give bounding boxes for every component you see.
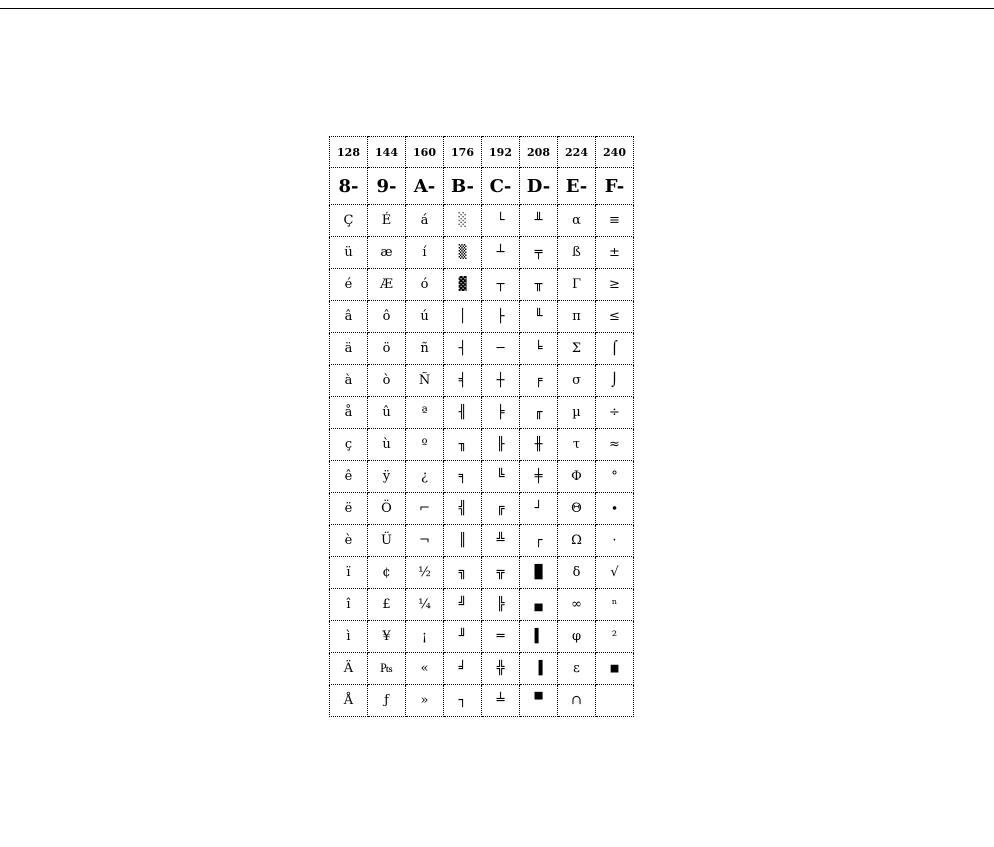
glyph-row	[330, 205, 634, 237]
glyph-cell: ½	[406, 557, 444, 589]
glyph-cell: ≤	[596, 301, 634, 333]
glyph-cell: ª	[406, 397, 444, 429]
glyph-cell: ì	[330, 621, 368, 653]
decimal-header-row	[330, 137, 634, 168]
glyph-row	[330, 237, 634, 269]
glyph-cell: δ	[558, 557, 596, 589]
glyph-cell: ╠	[482, 589, 520, 621]
glyph-row	[330, 429, 634, 461]
glyph-cell: ┼	[482, 365, 520, 397]
glyph-cell: ▓	[444, 269, 482, 301]
glyph-cell: ╧	[482, 685, 520, 717]
glyph-cell: ├	[482, 301, 520, 333]
glyph-cell: ê	[330, 461, 368, 493]
hex-header: 8-	[330, 168, 368, 205]
glyph-cell: ▌	[520, 621, 558, 653]
glyph-cell: ╚	[482, 461, 520, 493]
glyph-cell: ╓	[520, 397, 558, 429]
glyph-cell: ∙	[596, 493, 634, 525]
glyph-cell: Ω	[558, 525, 596, 557]
glyph-cell: ╢	[444, 397, 482, 429]
glyph-cell: É	[368, 205, 406, 237]
glyph-cell: ╦	[482, 557, 520, 589]
glyph-row	[330, 301, 634, 333]
glyph-cell: ⁿ	[596, 589, 634, 621]
glyph-cell: τ	[558, 429, 596, 461]
glyph-cell: µ	[558, 397, 596, 429]
glyph-cell: Σ	[558, 333, 596, 365]
glyph-cell: ▄	[520, 589, 558, 621]
glyph-cell: Γ	[558, 269, 596, 301]
glyph-cell: ║	[444, 525, 482, 557]
glyph-cell: ²	[596, 621, 634, 653]
glyph-cell: ₧	[368, 653, 406, 685]
glyph-cell: ─	[482, 333, 520, 365]
glyph-row	[330, 589, 634, 621]
glyph-cell: ╒	[520, 365, 558, 397]
glyph-cell: ∩	[558, 685, 596, 717]
glyph-cell: û	[368, 397, 406, 429]
glyph-cell: ≥	[596, 269, 634, 301]
glyph-cell: Å	[330, 685, 368, 717]
top-horizontal-rule	[0, 8, 994, 9]
character-code-table	[329, 136, 634, 717]
glyph-cell: ░	[444, 205, 482, 237]
glyph-cell: ┘	[520, 493, 558, 525]
decimal-header: 208	[520, 137, 558, 168]
decimal-header: 240	[596, 137, 634, 168]
glyph-cell: ▀	[520, 685, 558, 717]
hex-header: 9-	[368, 168, 406, 205]
glyph-cell: è	[330, 525, 368, 557]
glyph-cell: ╞	[482, 397, 520, 429]
glyph-cell: ╡	[444, 365, 482, 397]
glyph-cell: Ü	[368, 525, 406, 557]
glyph-cell: ö	[368, 333, 406, 365]
glyph-cell: ù	[368, 429, 406, 461]
glyph-cell: ƒ	[368, 685, 406, 717]
glyph-cell: ╫	[520, 429, 558, 461]
glyph-cell: ┬	[482, 269, 520, 301]
decimal-header: 128	[330, 137, 368, 168]
glyph-cell: ÿ	[368, 461, 406, 493]
glyph-cell: ┴	[482, 237, 520, 269]
glyph-cell: º	[406, 429, 444, 461]
decimal-header: 192	[482, 137, 520, 168]
glyph-cell: ¥	[368, 621, 406, 653]
decimal-header: 224	[558, 137, 596, 168]
glyph-row	[330, 493, 634, 525]
glyph-cell: √	[596, 557, 634, 589]
hex-header: E-	[558, 168, 596, 205]
glyph-cell: ╘	[520, 333, 558, 365]
glyph-cell: £	[368, 589, 406, 621]
glyph-cell: ╩	[482, 525, 520, 557]
hex-header: A-	[406, 168, 444, 205]
decimal-header: 176	[444, 137, 482, 168]
glyph-cell: í	[406, 237, 444, 269]
glyph-cell: ┤	[444, 333, 482, 365]
glyph-cell: ⌐	[406, 493, 444, 525]
glyph-cell: ¢	[368, 557, 406, 589]
glyph-row	[330, 653, 634, 685]
glyph-row	[330, 621, 634, 653]
glyph-cell: σ	[558, 365, 596, 397]
glyph-cell: ╙	[520, 301, 558, 333]
glyph-cell: ï	[330, 557, 368, 589]
glyph-cell: «	[406, 653, 444, 685]
glyph-cell: é	[330, 269, 368, 301]
glyph-cell: α	[558, 205, 596, 237]
glyph-cell: ┌	[520, 525, 558, 557]
glyph-cell: ß	[558, 237, 596, 269]
glyph-cell: ╤	[520, 237, 558, 269]
glyph-cell: æ	[368, 237, 406, 269]
hex-header: F-	[596, 168, 634, 205]
glyph-cell: └	[482, 205, 520, 237]
glyph-cell: ═	[482, 621, 520, 653]
glyph-cell: ú	[406, 301, 444, 333]
glyph-cell: ⌡	[596, 365, 634, 397]
glyph-cell: ·	[596, 525, 634, 557]
glyph-cell: Θ	[558, 493, 596, 525]
glyph-cell: ó	[406, 269, 444, 301]
glyph-cell: Æ	[368, 269, 406, 301]
glyph-cell: ¬	[406, 525, 444, 557]
glyph-cell: φ	[558, 621, 596, 653]
glyph-cell: ╜	[444, 621, 482, 653]
glyph-cell: ╕	[444, 461, 482, 493]
glyph-cell: ±	[596, 237, 634, 269]
glyph-cell: ¼	[406, 589, 444, 621]
glyph-cell: ô	[368, 301, 406, 333]
glyph-cell: ╣	[444, 493, 482, 525]
glyph-cell: ╥	[520, 269, 558, 301]
glyph-cell: ▐	[520, 653, 558, 685]
glyph-cell: ü	[330, 237, 368, 269]
glyph-cell: ╖	[444, 429, 482, 461]
glyph-cell: ╗	[444, 557, 482, 589]
glyph-cell: ╟	[482, 429, 520, 461]
glyph-cell: å	[330, 397, 368, 429]
glyph-row	[330, 269, 634, 301]
glyph-cell: │	[444, 301, 482, 333]
glyph-cell: »	[406, 685, 444, 717]
glyph-cell	[596, 685, 634, 717]
glyph-cell: █	[520, 557, 558, 589]
glyph-cell: ë	[330, 493, 368, 525]
glyph-cell: ñ	[406, 333, 444, 365]
glyph-cell: Ñ	[406, 365, 444, 397]
glyph-cell: ∞	[558, 589, 596, 621]
glyph-cell: ⌠	[596, 333, 634, 365]
glyph-cell: ■	[596, 653, 634, 685]
hex-header-row	[330, 168, 634, 205]
glyph-cell: π	[558, 301, 596, 333]
glyph-cell: à	[330, 365, 368, 397]
glyph-cell: î	[330, 589, 368, 621]
glyph-cell: ╪	[520, 461, 558, 493]
glyph-cell: ò	[368, 365, 406, 397]
glyph-cell: ╛	[444, 653, 482, 685]
hex-header: D-	[520, 168, 558, 205]
decimal-header: 144	[368, 137, 406, 168]
glyph-cell: ≈	[596, 429, 634, 461]
hex-header: B-	[444, 168, 482, 205]
glyph-cell: ╝	[444, 589, 482, 621]
glyph-row	[330, 557, 634, 589]
glyph-cell: ¡	[406, 621, 444, 653]
glyph-cell: Ä	[330, 653, 368, 685]
glyph-row	[330, 525, 634, 557]
glyph-cell: ε	[558, 653, 596, 685]
glyph-row	[330, 365, 634, 397]
glyph-row	[330, 461, 634, 493]
glyph-cell: ╨	[520, 205, 558, 237]
glyph-cell: ç	[330, 429, 368, 461]
glyph-cell: ╬	[482, 653, 520, 685]
decimal-header: 160	[406, 137, 444, 168]
character-table-body	[330, 137, 634, 717]
glyph-row	[330, 333, 634, 365]
hex-header: C-	[482, 168, 520, 205]
glyph-cell: °	[596, 461, 634, 493]
glyph-row	[330, 685, 634, 717]
glyph-row	[330, 397, 634, 429]
glyph-cell: ≡	[596, 205, 634, 237]
glyph-cell: Ö	[368, 493, 406, 525]
glyph-cell: ┐	[444, 685, 482, 717]
glyph-cell: ╔	[482, 493, 520, 525]
glyph-cell: Φ	[558, 461, 596, 493]
glyph-cell: Ç	[330, 205, 368, 237]
glyph-cell: á	[406, 205, 444, 237]
glyph-cell: ¿	[406, 461, 444, 493]
glyph-cell: ÷	[596, 397, 634, 429]
glyph-cell: ▒	[444, 237, 482, 269]
glyph-cell: â	[330, 301, 368, 333]
glyph-cell: ä	[330, 333, 368, 365]
